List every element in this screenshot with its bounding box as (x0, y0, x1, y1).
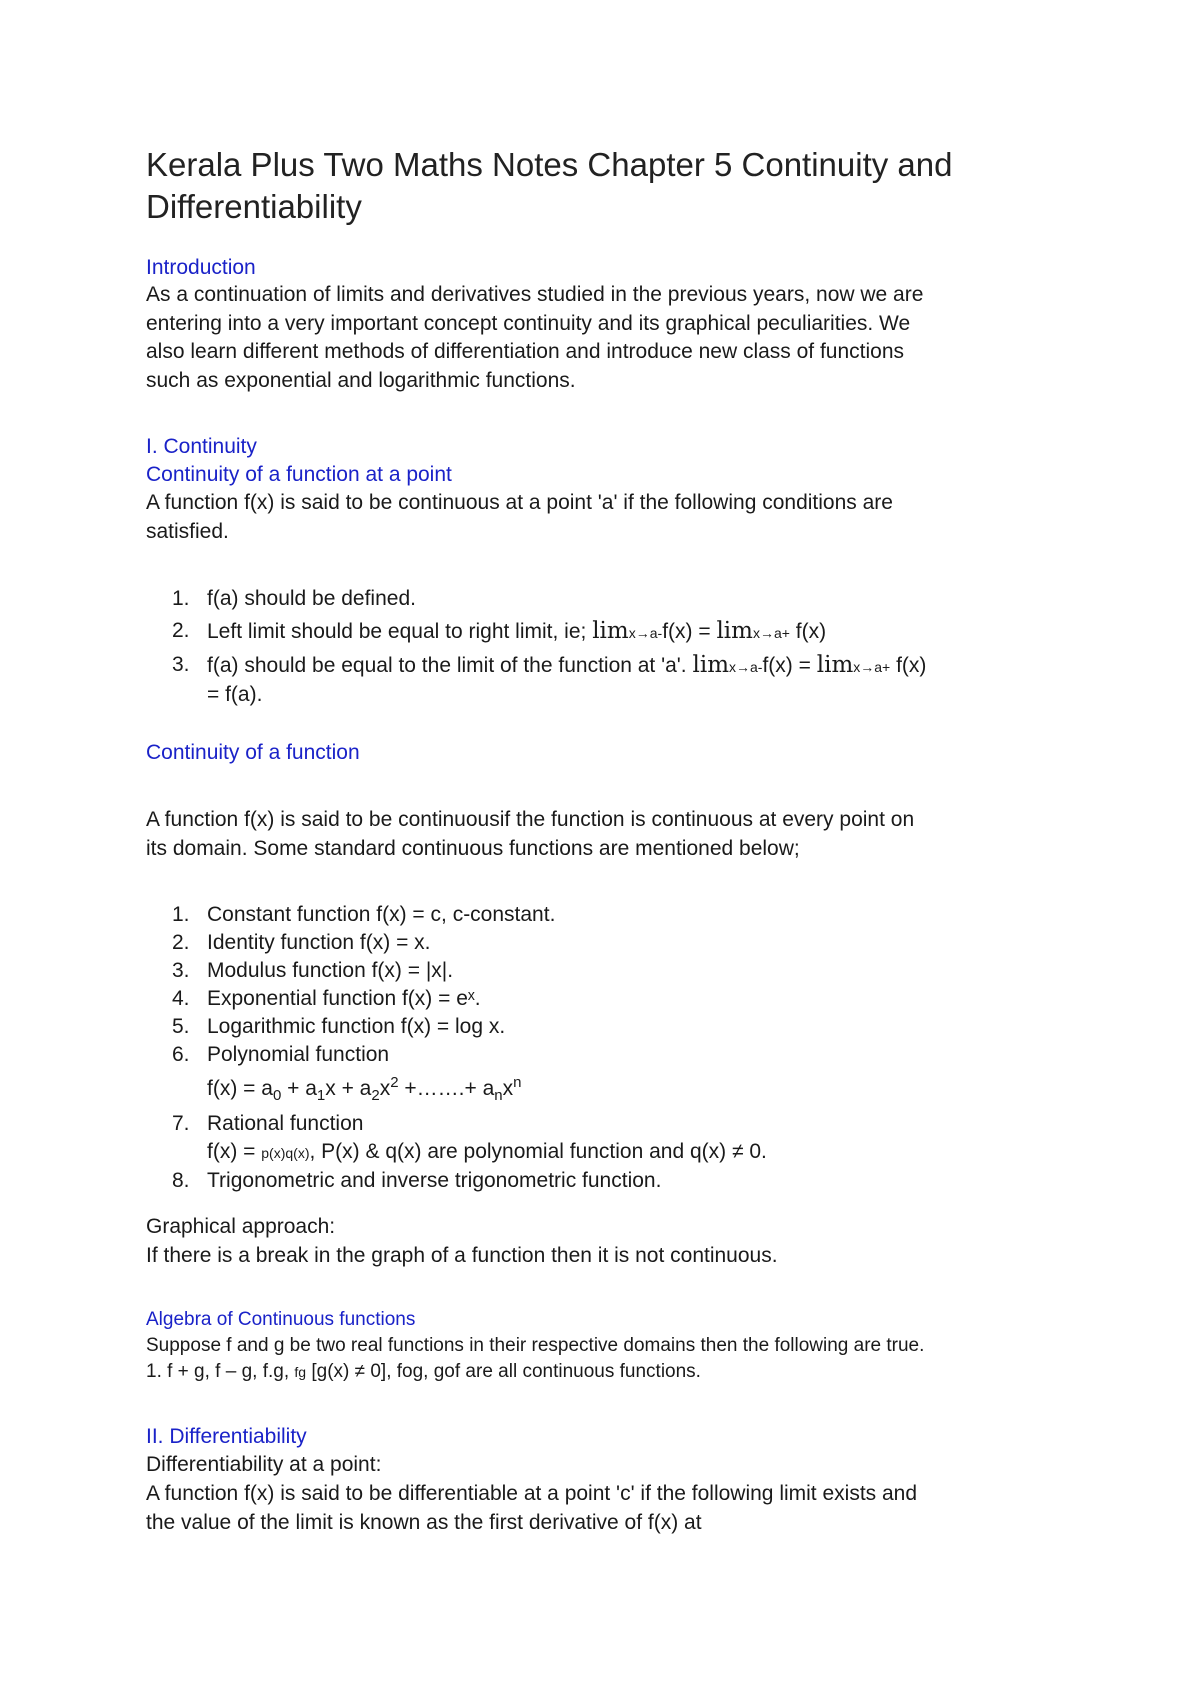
intro-heading: Introduction (146, 256, 256, 279)
list-item: 2. Left limit should be equal to right limit, ie; limx→a-f(x) = limx→a+ f(x) (172, 618, 827, 644)
continuity-heading: I. Continuity (146, 435, 257, 458)
continuous-functions-list (146, 901, 767, 1195)
page-title: Kerala Plus Two Maths Notes Chapter 5 Continuity and Differentiability (146, 146, 953, 225)
continuity-function-paragraph: A function f(x) is said to be continuousif the function is continuous at every point on its domain. Some standard continuous functions are mentioned below; (146, 808, 915, 860)
algebra-item: 1. f + g, f – g, f.g, fg [g(x) ≠ 0], fog, gof are all continuous functions. (146, 1361, 701, 1382)
list-item: 6. Polynomial function $f(x) = a_0 + a_1x + a_2x^2$ +…….+ $a_nx^n$ (172, 1043, 522, 1105)
polynomial-formula: $f(x) = a_0 + a_1x + a_2x^2$ +…….+ $a_nx^n$ (207, 1074, 522, 1105)
list-item: 7. Rational function f(x) = p(x)q(x), P(x) & q(x) are polynomial function and q(x) ≠ 0. (172, 1112, 767, 1164)
algebra-statement: Suppose f and g be two real functions in their respective domains then the following are true. (146, 1335, 925, 1356)
continuity-conditions-list (146, 585, 926, 709)
list-item: 2. Identity function f(x) = x. (172, 931, 431, 954)
list-item: 1. f(a) should be defined. (172, 587, 416, 610)
list-item: 1. Constant function f(x) = c, c-constant. (172, 903, 556, 926)
continuity-point-subheading: Continuity of a function at a point (146, 463, 452, 486)
continuity-function-heading: Continuity of a function (146, 741, 360, 764)
intro-paragraph: As a continuation of limits and derivatives studied in the previous years, now we are entering into a very important concept continuity and its graphical peculiarities. We also learn different methods of differentiation and introduce new class of functions such as exponential and logarithmic functions. (146, 283, 924, 392)
list-item: 4. Exponential function f(x) = eˣ. (172, 987, 481, 1010)
list-item: 5. Logarithmic function f(x) = log x. (172, 1015, 506, 1038)
rational-formula: f(x) = p(x)q(x), P(x) & q(x) are polynomial function and q(x) ≠ 0. (207, 1140, 767, 1164)
differentiability-subheading: Differentiability at a point: (146, 1453, 382, 1476)
list-item: 8. Trigonometric and inverse trigonometric function. (172, 1169, 662, 1193)
differentiability-definition: A function f(x) is said to be differentiable at a point 'c' if the following limit exists and the value of the limit is known as the first derivative of f(x) at (146, 1482, 918, 1534)
list-item: 3. Modulus function f(x) = |x|. (172, 959, 454, 982)
algebra-heading: Algebra of Continuous functions (146, 1309, 416, 1330)
differentiability-heading: II. Differentiability (146, 1425, 307, 1448)
graphical-approach: Graphical approach: If there is a break in the graph of a function then it is not continuous. (146, 1215, 778, 1267)
continuity-definition: A function f(x) is said to be continuous at a point 'a' if the following conditions are satisfied. (146, 491, 893, 543)
list-item: 3. f(a) should be equal to the limit of the function at 'a'. limx→a-f(x) = limx→a+ f(x) = f(a). (172, 652, 927, 706)
